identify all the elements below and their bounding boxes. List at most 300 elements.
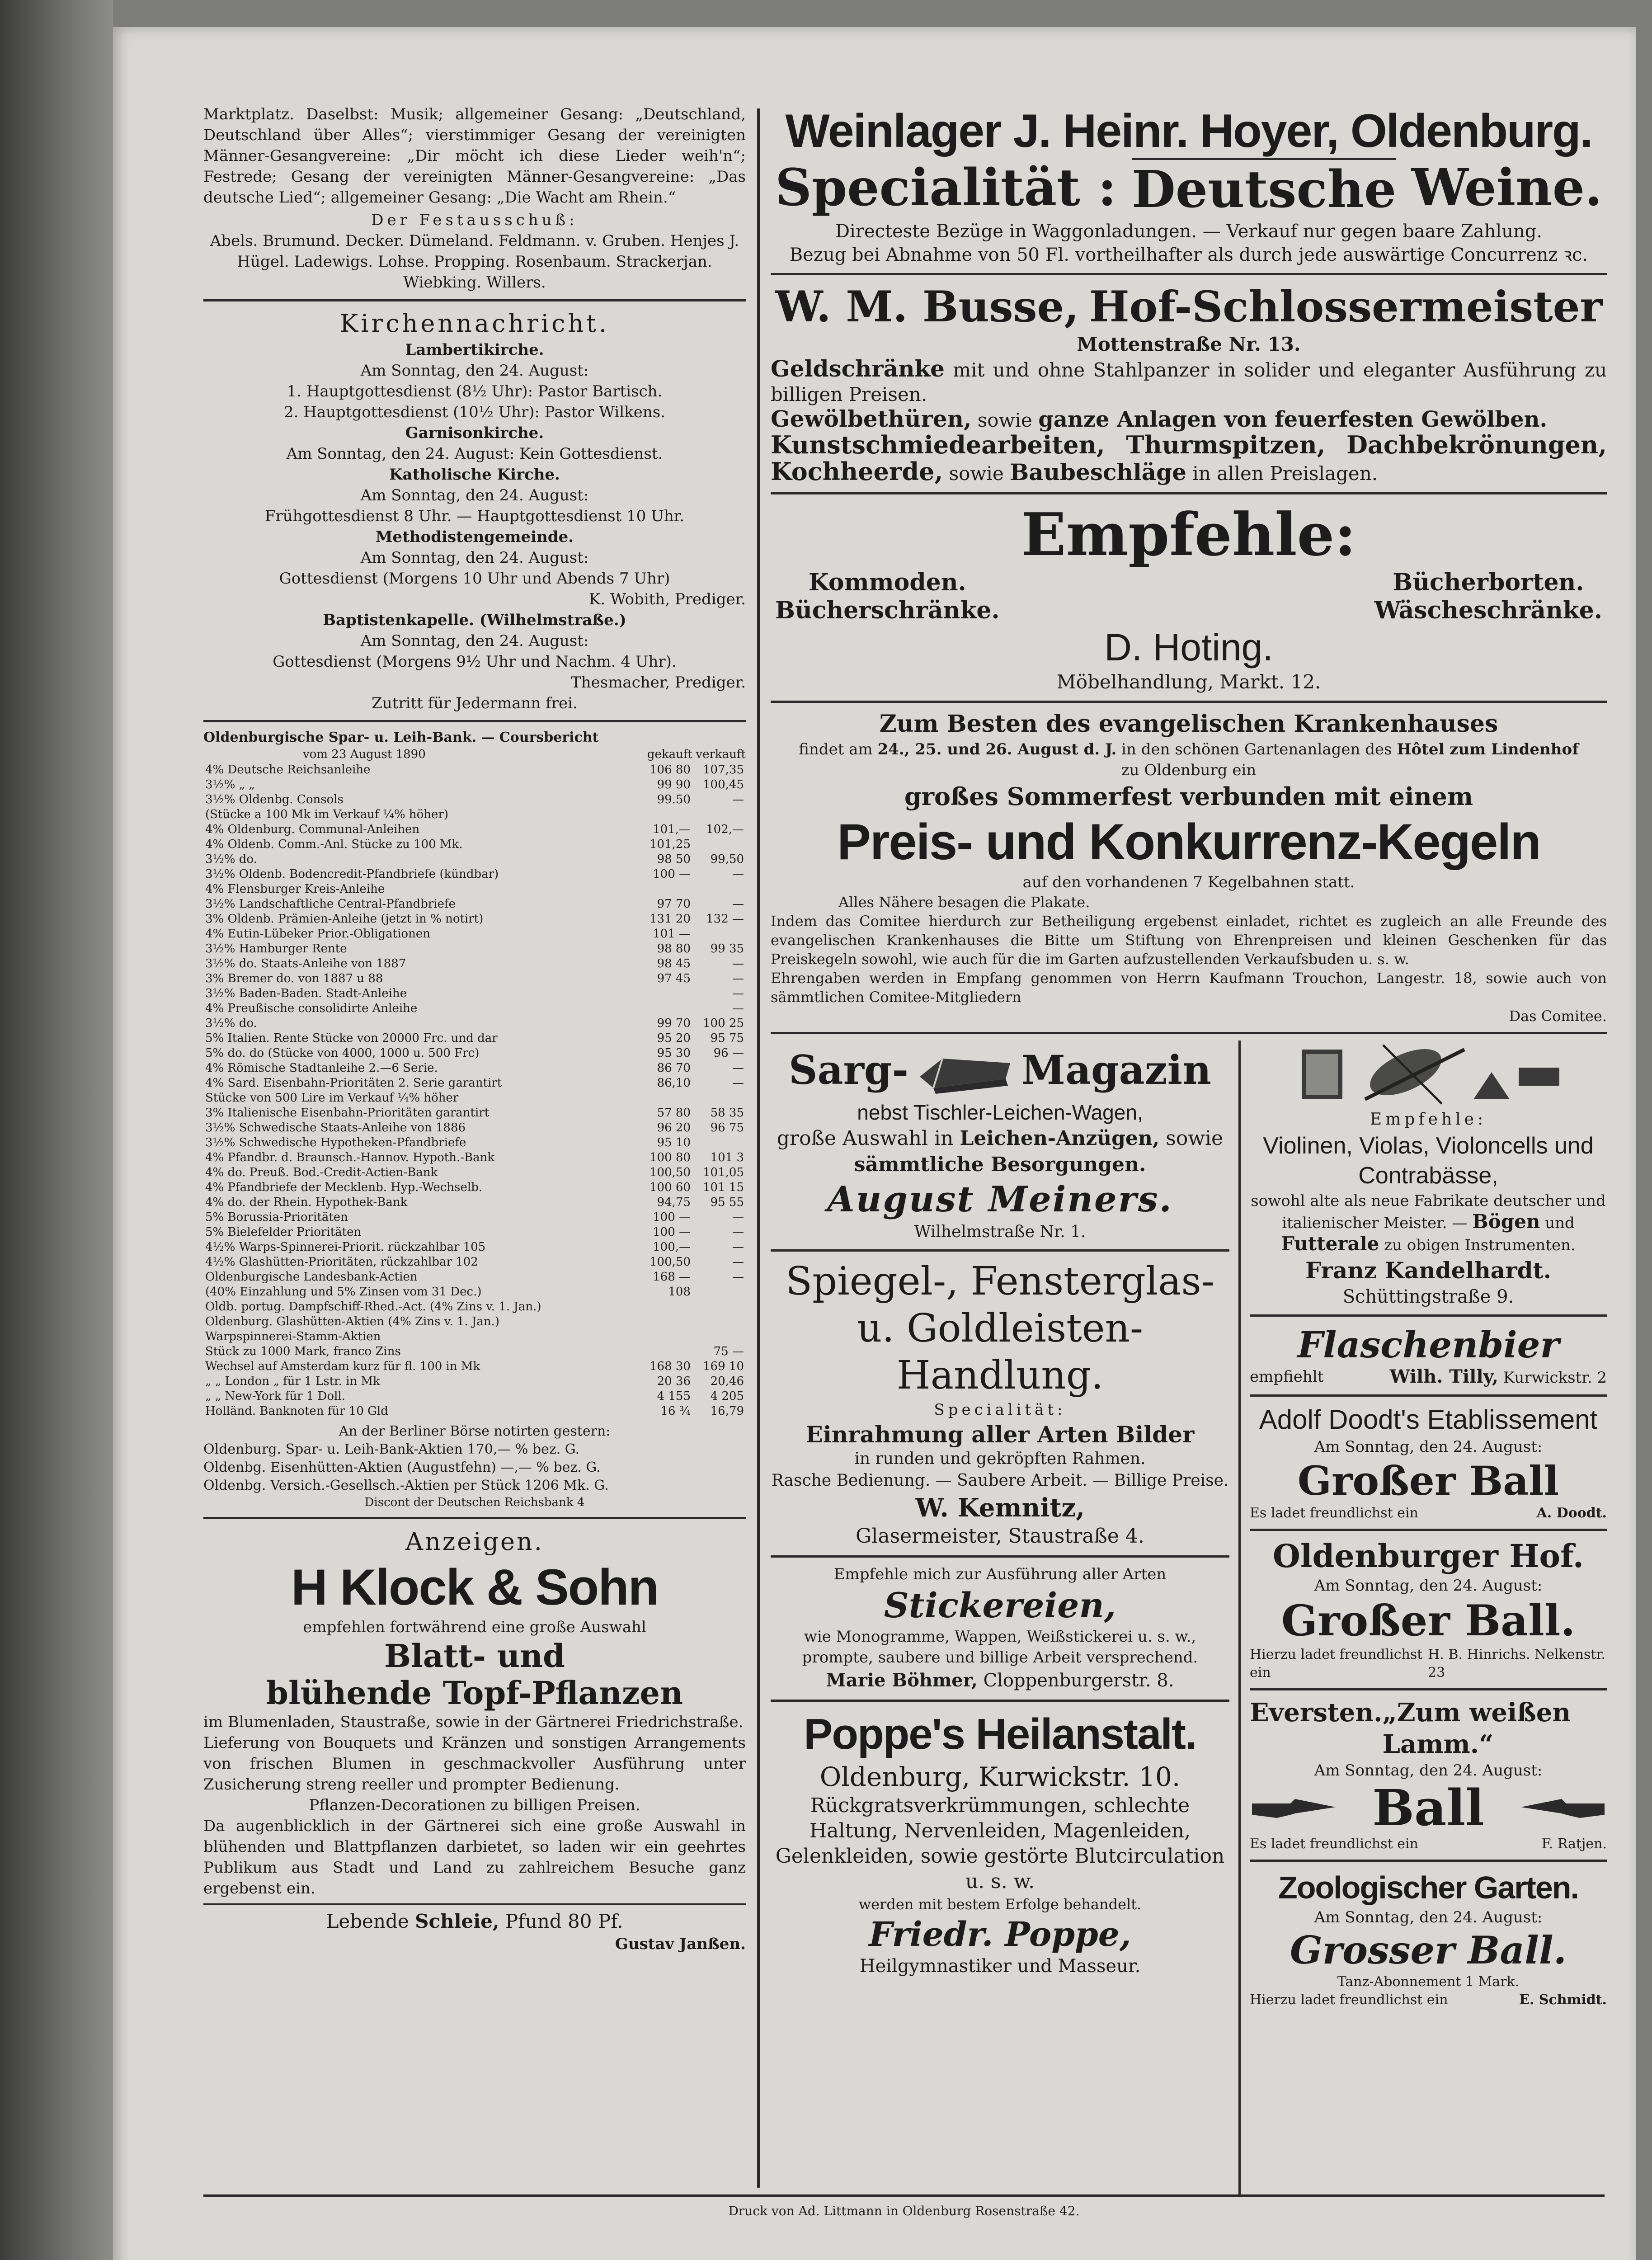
kurs-verkauft: 16,79 (710, 1404, 744, 1418)
kurs-verkauft: 99 35 (710, 942, 744, 956)
kurs-row (203, 807, 746, 822)
zoo-title: Zoologischer Garten. (1278, 1870, 1578, 1905)
kurs-security: 3½% do. (205, 1017, 257, 1030)
hoyer-text: Bezug bei Abnahme von 50 Fl. vortheilhafter als durch jede auswärtige Concurrenz ꝛc. (789, 245, 1588, 265)
divider (771, 1032, 1607, 1034)
kurs-gekauft: 95 10 (657, 1136, 691, 1149)
boerse-line: Oldenburg. Spar- u. Leih-Bank-Aktien 170,— % bez. G. (203, 1441, 580, 1457)
kurs-row (203, 1240, 746, 1255)
kandel-text: Violinen, Violas, Violoncells und Contrabässe, (1263, 1133, 1594, 1189)
instruments-illustration (1250, 1041, 1607, 1108)
kurs-security: „ „ London „ für 1 Lstr. in Mk (205, 1375, 380, 1388)
doodt-date: Am Sonntag, den 24. August: (1314, 1438, 1543, 1456)
kurs-verkauft: 101,05 (703, 1166, 744, 1179)
divider (771, 1555, 1229, 1558)
kurs-verkauft: 75 — (713, 1345, 744, 1358)
kurs-row (203, 852, 746, 867)
kh-line (771, 739, 1607, 760)
klock-head2: blühende Topf-Pflanzen (266, 1674, 683, 1712)
kurs-gekauft: 97 45 (657, 972, 691, 985)
kandel-plain: und (1545, 1214, 1575, 1232)
kurs-security: 4½% Glashütten-Prioritäten, rückzahlbar 102 (205, 1255, 478, 1269)
kurs-security: 3½% Schwedische Hypotheken-Pfandbriefe (205, 1136, 466, 1149)
kurs-gekauft: 168 30 (650, 1360, 691, 1373)
kurs-security: 4% Oldenburg. Communal-Anleihen (205, 823, 420, 836)
kurs-row (203, 1329, 746, 1344)
kurs-row (203, 1210, 746, 1225)
kurs-table (203, 763, 746, 1419)
kurs-verkauft (692, 1285, 746, 1300)
doodt-sign (1250, 1504, 1607, 1522)
busse-bold: ganze Anlagen von feuerfesten Gewölben. (1038, 407, 1548, 432)
kurs-security: Oldb. portug. Dampfschiff-Rhed.-Act. (4% Zins v. 1. Jan.) (205, 1300, 541, 1314)
stick-sign (771, 1668, 1229, 1693)
kh-line: zu Oldenburg ein (1121, 761, 1257, 779)
kurs-verkauft: 102,— (706, 823, 744, 836)
kurs-gekauft (639, 1344, 692, 1359)
kurs-row (203, 1255, 746, 1270)
kh-para: Ehrengaben werden in Empfang genommen von Herrn Kaufmann Trouchon, Langestr. 18, sowie auch von sämmtlichen Comitee-Mitgliedern (771, 970, 1607, 1006)
kirche-line: 1. Hauptgottesdienst (8½ Uhr): Pastor Bartisch. (287, 382, 663, 400)
kurs-verkauft: — (732, 957, 744, 970)
kurs-row (203, 942, 746, 956)
kurs-gekauft (639, 986, 692, 1001)
kirche-line: Am Sonntag, den 24. August: (360, 549, 589, 567)
kurs-security: 3½% Landschaftliche Central-Pfandbriefe (205, 897, 456, 911)
kurs-gekauft (639, 1314, 692, 1329)
schleie-text: Lebende (326, 1910, 409, 1932)
kurs-verkauft: — (732, 987, 744, 1000)
busse-bold: Baubeschläge (1010, 459, 1186, 485)
kurs-verkauft: — (732, 1255, 744, 1269)
kurs-row (203, 1001, 746, 1016)
hoting-item: Wäscheschränke. (1374, 597, 1602, 624)
ads-right (1250, 1041, 1607, 2197)
kh-para: Alles Nähere besagen die Plakate. (838, 894, 1090, 911)
klock-text: Da augenblicklich in der Gärtnerei sich eine große Auswahl in blühenden und Blattpflanzen darbietet, so laden wir ein geehrtes Publikum aus Stadt und Land zu zahlreichem Besuche ganz ergebenst ein. (203, 1817, 746, 1897)
kandel-name: Franz Kandelhardt. (1305, 1257, 1552, 1284)
kurs-security: 3% Italienische Eisenbahn-Prioritäten garantirt (205, 1106, 489, 1120)
kandel-text (1250, 1191, 1607, 1256)
kurs-gekauft: 94,75 (657, 1196, 691, 1209)
kurs-row (203, 1285, 746, 1300)
hoting-name: D. Hoting. (1104, 626, 1273, 669)
spiegel-sub: in runden und gekröpften Rahmen. (854, 1450, 1146, 1468)
kurs-verkauft: 20,46 (710, 1375, 744, 1388)
kurs-row (203, 1076, 746, 1091)
kurs-gekauft (639, 1329, 692, 1344)
kh-fest: großes Sommerfest verbunden mit einem (904, 782, 1473, 811)
kirche-line: Zutritt für Jedermann frei. (372, 694, 578, 712)
kirche-line: Am Sonntag, den 24. August: (360, 486, 589, 504)
busse-bold: Kunstschmiedearbeiten, Thurmspitzen, Dachbekrönungen, Kochheerde, (771, 430, 1607, 486)
kurs-row (203, 1225, 746, 1240)
festausschuss-title: Der Festausschuß: (371, 211, 578, 229)
boerse-title: An der Berliner Börse notirten gestern: (339, 1423, 611, 1439)
kurs-row (203, 1121, 746, 1135)
klock-text: Lieferung von Bouquets und Kränzen und sonstigen Arrangements von frischen Blumen in geschmackvoller Ausführung unter Zusicherung streng reeller und prompter Bedienung. (203, 1734, 746, 1794)
poppe-text: werden mit bestem Erfolge behandelt. (858, 1896, 1142, 1913)
kurs-gekauft: 100 60 (650, 1181, 691, 1194)
kurs-row (203, 1404, 746, 1419)
kurs-date: vom 23 August 1890 (303, 748, 426, 761)
flasch-line (1250, 1366, 1607, 1388)
kurs-verkauft: 95 55 (710, 1196, 744, 1209)
kurs-header (203, 747, 746, 763)
kurs-gekauft: 97 70 (657, 897, 691, 911)
busse-plain: mit und ohne Stahlpanzer in solider und eleganter Ausführung zu billigen Preisen. (771, 359, 1607, 405)
kurs-gekauft: 86,10 (657, 1076, 691, 1090)
spiegel-address: Glasermeister, Staustraße 4. (856, 1525, 1144, 1548)
kh-title: Zum Besten des evangelischen Krankenhauses (879, 710, 1498, 738)
schleie-bold: Schleie, (415, 1910, 499, 1932)
zoo-abo: Tanz-Abonnement 1 Mark. (1337, 1974, 1520, 1990)
lamm-host: F. Ratjen. (1541, 1836, 1607, 1852)
kh-big: Preis- und Konkurrenz-Kegeln (837, 814, 1540, 870)
kurs-gekauft (639, 807, 692, 822)
divider (203, 1517, 746, 1519)
kurs-gekauft: 98 80 (657, 942, 691, 956)
schleie-name: Gustav Janßen. (615, 1935, 746, 1953)
klock-text: Pflanzen-Decorationen zu billigen Preisen. (309, 1796, 640, 1814)
kurs-row (203, 1359, 746, 1374)
kirche-line: K. Wobith, Prediger. (588, 590, 746, 608)
kurs-row (203, 1180, 746, 1195)
discont-line: Discont der Deutschen Reichsbank 4 (364, 1496, 585, 1509)
spiegel-title: Spiegel-, Fensterglas- (786, 1259, 1214, 1304)
divider (1250, 1314, 1607, 1317)
kurs-verkauft (692, 1300, 746, 1314)
kurs-row (203, 1165, 746, 1180)
kirche-heading: Baptistenkapelle. (Wilhelmstraße.) (323, 611, 626, 629)
kurs-security: (Stücke a 100 Mk im Verkauf ¼% höher) (205, 808, 449, 821)
kirche-line: Am Sonntag, den 24. August: Kein Gottesdienst. (286, 445, 663, 463)
sarg-bold: Leichen-Anzügen, (960, 1127, 1160, 1150)
kirche-lamberti (203, 339, 746, 423)
divider (203, 299, 746, 301)
doodt-plain: Es ladet freundlichst ein (1250, 1505, 1418, 1521)
kurs-gekauft (639, 882, 692, 897)
kurs-security: Oldenburg. Glashütten-Aktien (4% Zins v. 1. Jan.) (205, 1315, 499, 1328)
kirche-baptisten (203, 610, 746, 714)
kurs-verkauft: — (732, 897, 744, 911)
kandel-bold: Futterale (1281, 1233, 1379, 1255)
poppe-address: Oldenburg, Kurwickstr. 10. (819, 1761, 1181, 1792)
hoyer-title: Weinlager J. Heinr. Hoyer, Oldenburg. (785, 105, 1592, 157)
kurs-row (203, 822, 746, 837)
kurs-row (203, 1061, 746, 1076)
kirche-methodisten (203, 527, 746, 610)
kirche-heading: Katholische Kirche. (389, 466, 560, 484)
kh-plain: in den schönen Gartenanlagen des (1121, 740, 1392, 758)
kurs-gekauft: 95 20 (657, 1031, 691, 1045)
kurs-verkauft (692, 1314, 746, 1329)
stick-address: Cloppenburgerstr. 8. (983, 1670, 1174, 1691)
kurs-security: 3½% Hamburger Rente (205, 942, 347, 956)
kurs-row (203, 1314, 746, 1329)
kurs-row (203, 1374, 746, 1389)
kurs-row (203, 1344, 746, 1359)
kandel-address: Schüttingstraße 9. (1342, 1286, 1514, 1307)
kurs-row (203, 1300, 746, 1314)
kurs-verkauft (692, 807, 746, 822)
busse-bold: Geldschränke (771, 355, 945, 382)
fest-program-text: Marktplatz. Daselbst: Musik; allgemeiner Gesang: „Deutschland, Deutschland über Alles“; vierstimmiger Gesang der vereinigten Männer-Gesangvereine: „Dir möcht ich diese Lieder weih'n“; Festrede; Gesang der vereinigten Männer-Gesangvereine: „Das deutsche Lied“; allgemeiner Gesang: „Die Wacht am Rhein.“ (203, 105, 746, 207)
kurs-row (203, 882, 746, 897)
kh-sub: auf den vorhandenen 7 Kegelbahnen statt. (1022, 873, 1355, 891)
kurs-gekauft: 101,— (653, 823, 691, 836)
busse-name: W. M. Busse, (775, 282, 1079, 332)
sarg-text: nebst Tischler-Leichen-Wagen, (857, 1101, 1143, 1124)
klock-sub: empfehlen fortwährend eine große Auswahl (303, 1618, 646, 1636)
kurs-security: 3½% do. Staats-Anleihe von 1887 (205, 957, 406, 970)
divider (1250, 1688, 1607, 1690)
newspaper-page (113, 27, 1636, 2260)
poppe-title: Poppe's Heilanstalt. (804, 1710, 1196, 1758)
festausschuss-names: Abels. Brumund. Decker. Dümeland. Feldmann. v. Gruben. Henjes J. Hügel. Ladewigs. Lohse. Propping. Rosenbaum. Strackerjan. Wiebking. Willers. (210, 232, 739, 292)
kurs-row (203, 1046, 746, 1061)
lamm-plain: Es ladet freundlichst ein (1250, 1836, 1418, 1852)
kurs-row (203, 912, 746, 927)
kurs-verkauft: 169 10 (703, 1360, 744, 1373)
kurs-gekauft: 168 — (653, 1270, 691, 1284)
stick-head: Stickereien, (884, 1585, 1116, 1625)
kurs-row (203, 1270, 746, 1285)
kurs-gekauft: 16 ¾ (660, 1404, 691, 1418)
kurs-gekauft: 96 20 (657, 1121, 691, 1135)
divider (771, 701, 1607, 703)
kurs-security: 3% Oldenb. Prämien-Anleihe (jetzt in % notirt) (205, 912, 484, 926)
kirche-line: Gottesdienst (Morgens 9½ Uhr und Nachm. 4 Uhr). (273, 653, 677, 671)
kurs-col-gekauft: gekauft (647, 748, 692, 761)
hoyer-text: Directeste Bezüge in Waggonladungen. — Verkauf nur gegen baare Zahlung. (835, 221, 1543, 242)
kurs-security: 4% Pfandbriefe der Mecklenb. Hyp.-Wechselb. (205, 1181, 483, 1194)
kurs-gekauft (639, 1001, 692, 1016)
kurs-gekauft: 101,25 (650, 838, 691, 851)
kh-bold: 24., 25. und 26. August d. J. (877, 740, 1117, 758)
kurs-row (203, 837, 746, 852)
kurs-security: Warpspinnerei-Stamm-Aktien (205, 1330, 381, 1343)
kirche-line: Frühgottesdienst 8 Uhr. — Hauptgottesdienst 10 Uhr. (264, 507, 685, 525)
ohof-title: Oldenburger Hof. (1272, 1537, 1584, 1575)
kurs-security: 3½% Baden-Baden. Stadt-Anleihe (205, 987, 407, 1000)
spiegel-spec: Specialität: (934, 1401, 1066, 1419)
kurs-gekauft: 100,50 (650, 1166, 691, 1179)
poppe-text: Rückgratsverkrümmungen, schlechte Haltung, Nervenleiden, Magenleiden, Gelenkleiden, sowie gestörte Blutcirculation u. s. w. (775, 1794, 1225, 1893)
kurs-gekauft: 100 80 (650, 1151, 691, 1164)
busse-address: Mottenstraße Nr. 13. (1077, 333, 1301, 355)
kurs-row (203, 971, 746, 986)
column-rule (757, 108, 760, 2188)
kurs-verkauft (692, 1135, 746, 1150)
sarg-a: Sarg- (789, 1046, 908, 1093)
schleie-ad (203, 1909, 746, 1934)
kurs-title: Oldenburgische Spar- u. Leih-Bank. — Coursbericht (203, 730, 599, 745)
kurs-verkauft (692, 1091, 746, 1106)
divider (1250, 1394, 1607, 1397)
kurs-gekauft: 99.50 (657, 793, 691, 806)
klock-text: im Blumenladen, Staustraße, sowie in der Gärtnerei Friedrichstraße. (203, 1713, 744, 1731)
doodt-name: A. Doodt. (1536, 1505, 1607, 1521)
kurs-security: 3½% Oldenbg. Consols (205, 793, 344, 806)
kurs-row (203, 1031, 746, 1046)
kurs-verkauft: 58 35 (710, 1106, 744, 1120)
hoyer-specialitaet (771, 158, 1607, 220)
kurs-row (203, 763, 746, 777)
kurs-security: 4% Flensburger Kreis-Anleihe (205, 882, 385, 896)
kirche-heading: Methodistengemeinde. (375, 528, 574, 546)
lamm-date: Am Sonntag, den 24. August: (1314, 1761, 1543, 1780)
kurs-verkauft: 4 205 (710, 1389, 744, 1403)
hoyer-spec-b: Deutsche (1132, 158, 1396, 220)
kurs-row (203, 927, 746, 942)
kh-sign: Das Comitee. (1509, 1008, 1607, 1025)
boerse-line: Oldenbg. Versich.-Gesellsch.-Aktien per Stück 1206 Mk. G. (203, 1478, 609, 1493)
kirche-heading: Lambertikirche. (405, 341, 544, 359)
kurs-gekauft: 57 80 (657, 1106, 691, 1120)
kurs-row (203, 1016, 746, 1031)
kh-bold: Hôtel zum Lindenhof (1397, 740, 1579, 758)
flasch-plain: empfiehlt (1250, 1368, 1324, 1386)
busse-plain: in allen Preislagen. (1192, 462, 1378, 485)
kurs-row (203, 1195, 746, 1210)
kurs-gekauft: 100,— (653, 1240, 691, 1254)
pointing-hand-right-icon (1250, 1790, 1340, 1826)
kurs-row (203, 1091, 746, 1106)
stick-name: Marie Böhmer, (826, 1670, 978, 1691)
sarg-b: Magazin (1021, 1046, 1211, 1093)
kurs-security: 4% do. der Rhein. Hypothek-Bank (205, 1196, 408, 1209)
kurs-security: 3½% Oldenb. Bodencredit-Pfandbriefe (kündbar) (205, 867, 499, 881)
kurs-security: 5% do. do (Stücke von 4000, 1000 u. 500 Frc) (205, 1046, 480, 1060)
kurs-row (203, 867, 746, 882)
spiegel-title: u. Goldleisten-Handlung. (857, 1306, 1144, 1398)
kurs-verkauft: 96 — (713, 1046, 744, 1060)
kurs-security: 4% Deutsche Reichsanleihe (205, 763, 371, 777)
kandel-plain: zu obigen Instrumenten. (1384, 1236, 1576, 1254)
divider (203, 1903, 746, 1905)
sarg-address: Wilhelmstraße Nr. 1. (914, 1223, 1086, 1241)
kurs-verkauft: — (732, 1002, 744, 1015)
kirche-garnison (203, 423, 746, 464)
kandel-bold: Bögen (1472, 1210, 1540, 1233)
kurs-security: 4% Oldenb. Comm.-Anl. Stücke zu 100 Mk. (205, 838, 463, 851)
kurs-verkauft: — (732, 793, 744, 806)
kurs-verkauft: — (732, 972, 744, 985)
kurs-security: Holländ. Banknoten für 10 Gld (205, 1404, 388, 1418)
kandel-head: Empfehle: (1370, 1110, 1487, 1129)
anzeigen-title: Anzeigen. (405, 1527, 544, 1556)
kurs-security: 4% Römische Stadtanleihe 2.—6 Serie. (205, 1061, 438, 1075)
kirche-line: Gottesdienst (Morgens 10 Uhr und Abends 7 Uhr) (279, 570, 670, 588)
kurs-verkauft: 132 — (706, 912, 744, 926)
ohof-plain: Hierzu ladet freundlichst ein (1250, 1647, 1423, 1681)
kurs-verkauft: 101 15 (703, 1181, 744, 1194)
sarg-header (771, 1041, 1229, 1099)
kurs-row (203, 1389, 746, 1404)
kurs-gekauft: 100 — (653, 1210, 691, 1224)
boerse-line: Oldenbg. Eisenhütten-Aktien (Augustfehn) —,— % bez. G. (203, 1460, 601, 1475)
hoting-address: Möbelhandlung, Markt. 12. (1056, 671, 1321, 693)
kurs-security: 4% Eutin-Lübeker Prior.-Obligationen (205, 927, 430, 941)
sarg-plain: sowie (1166, 1127, 1224, 1150)
ohof-sign (1250, 1646, 1607, 1682)
kurs-verkauft: — (732, 1225, 744, 1239)
column-rule (1238, 1041, 1241, 2197)
kurs-gekauft: 100 — (653, 1225, 691, 1239)
spiegel-line: Rasche Bedienung. — Saubere Arbeit. — Billige Preise. (771, 1471, 1229, 1490)
kurs-gekauft: 131 20 (650, 912, 691, 926)
kurs-verkauft (692, 837, 746, 852)
divider (771, 1700, 1229, 1702)
kurs-verkauft: — (732, 1210, 744, 1224)
busse-text (771, 357, 1607, 407)
busse-bold: Gewölbethüren, (771, 405, 972, 432)
kurs-security: 4% Pfandbr. d. Braunsch.-Hannov. Hypoth.-Bank (205, 1151, 495, 1164)
divider (1250, 1529, 1607, 1531)
kurs-security: 4% Preußische consolidirte Anleihe (205, 1002, 418, 1015)
divider (1250, 1860, 1607, 1862)
kurs-security: 5% Italien. Rente Stücke von 20000 Frc. und dar (205, 1031, 498, 1045)
kirche-line: Am Sonntag, den 24. August: (360, 362, 589, 380)
kurs-row (203, 986, 746, 1001)
kurs-gekauft: 100 — (653, 867, 691, 881)
kurs-gekauft: 20 36 (657, 1375, 691, 1388)
kurs-gekauft (639, 1091, 692, 1106)
kurs-verkauft: — (732, 1270, 744, 1284)
kurs-security: 3½% Schwedische Staats-Anleihe von 1886 (205, 1121, 466, 1135)
hoyer-spec-c: Weine. (1411, 158, 1602, 217)
kurs-gekauft: 99 90 (657, 778, 691, 791)
kurs-gekauft: 4 155 (657, 1389, 691, 1403)
coffin-icon (915, 1045, 1015, 1095)
kurs-verkauft: 101 3 (710, 1151, 744, 1164)
kurs-verkauft: 100 25 (703, 1017, 744, 1030)
printer-footer: Druck von Ad. Littmann in Oldenburg Rosenstraße 42. (728, 2204, 1080, 2218)
kurs-gekauft: 98 50 (657, 852, 691, 866)
lamm-ball-row (1250, 1781, 1607, 1835)
divider (203, 720, 746, 722)
lamm-name: „Zum weißen Lamm.“ (1382, 1698, 1571, 1759)
kurs-verkauft: 99,50 (710, 852, 744, 866)
kurs-security: Wechsel auf Amsterdam kurz für fl. 100 in Mk (205, 1360, 480, 1373)
kurs-security: 5% Borussia-Prioritäten (205, 1210, 348, 1224)
kurs-gekauft: 101 — (653, 927, 691, 941)
flasch-name: Wilh. Tilly, (1389, 1366, 1498, 1387)
kurs-row (203, 956, 746, 971)
hoyer-spec-a: Specialität : (775, 158, 1117, 217)
kirche-line: Am Sonntag, den 24. August: (360, 632, 589, 650)
hoting-head: Empfehle: (1021, 500, 1356, 569)
zoo-ball: Grosser Ball. (1290, 1928, 1567, 1973)
hoting-items (771, 569, 1607, 625)
busse-header (771, 282, 1607, 332)
stick-text: wie Monogramme, Wappen, Weißstickerei u. s. w., prompte, saubere und billige Arbeit versprechend. (802, 1628, 1198, 1667)
klock-name: H Klock & Sohn (291, 1559, 659, 1615)
hoting-item: Kommoden. (808, 569, 966, 596)
kurs-security: Stücke von 500 Lire im Verkauf ¼% höher (205, 1091, 459, 1105)
kurs-security: 3½% „ „ (205, 778, 255, 791)
kurs-verkauft: — (732, 1240, 744, 1254)
hoting-item: Bücherborten. (1393, 569, 1584, 596)
kurs-gekauft: 100,50 (650, 1255, 691, 1269)
kurs-verkauft (692, 882, 746, 897)
kurs-row (203, 792, 746, 807)
kurs-verkauft: — (732, 1061, 744, 1075)
kurs-security: Stück zu 1000 Mark, franco Zins (205, 1345, 401, 1358)
doodt-ball: Großer Ball (1297, 1457, 1559, 1504)
klock-head1: Blatt- und (384, 1637, 565, 1675)
